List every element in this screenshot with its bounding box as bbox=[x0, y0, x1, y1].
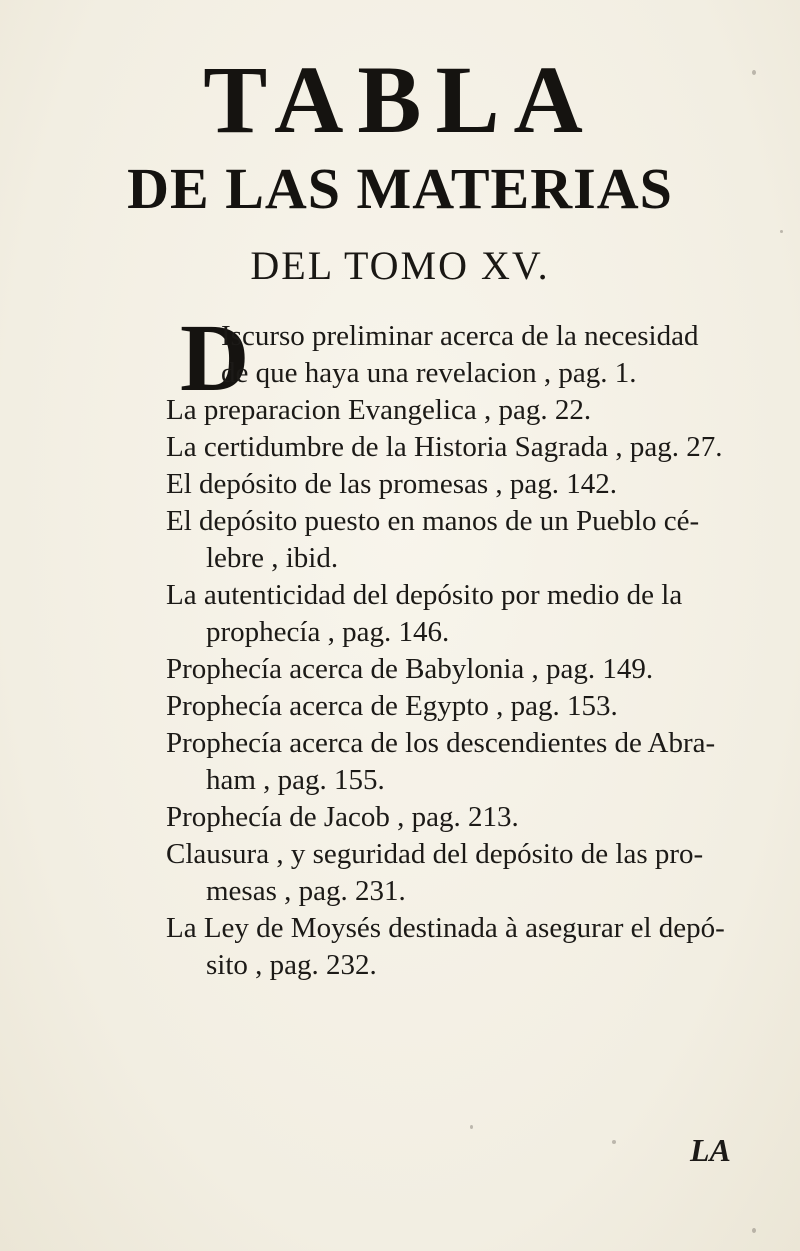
toc-entry-line: El depósito puesto en manos de un Pueblo cé- bbox=[166, 505, 700, 537]
toc-entry-line: Prophecía de Jacob , pag. 213. bbox=[166, 801, 519, 833]
toc-entry-line: Prophecía acerca de Babylonia , pag. 149. bbox=[166, 653, 654, 685]
page-title: TABLA bbox=[203, 46, 597, 153]
toc-entry-line: de que haya una revelacion , pag. 1. bbox=[221, 357, 637, 389]
page-subtitle: DE LAS MATERIAS bbox=[127, 156, 673, 221]
toc-entry bbox=[166, 799, 766, 836]
table-of-contents bbox=[166, 304, 766, 984]
toc-entry-line: La Ley de Moysés destinada à asegurar el depó- bbox=[166, 912, 725, 944]
toc-entry-line: prophecía , pag. 146. bbox=[206, 616, 450, 648]
toc-entry-line: La autenticidad del depósito por medio de la bbox=[166, 579, 683, 611]
paper-speck bbox=[470, 1125, 473, 1129]
volume-heading: DEL TOMO XV. bbox=[250, 243, 550, 288]
toc-entry-line: lebre , ibid. bbox=[206, 542, 339, 574]
toc-entry-line: La preparacion Evangelica , pag. 22. bbox=[166, 394, 592, 426]
toc-entry-line: ham , pag. 155. bbox=[206, 764, 385, 796]
toc-entry bbox=[166, 688, 766, 725]
toc-entry-line: Prophecía acerca de Egypto , pag. 153. bbox=[166, 690, 618, 722]
paper-speck bbox=[752, 70, 756, 75]
toc-entry bbox=[166, 836, 766, 910]
toc-entry bbox=[166, 577, 766, 651]
toc-entry bbox=[166, 651, 766, 688]
toc-entry bbox=[166, 392, 766, 429]
toc-entry bbox=[166, 318, 766, 392]
toc-entry bbox=[166, 910, 766, 984]
toc-entry-line: Iscurso preliminar acerca de la necesidad bbox=[221, 320, 699, 352]
paper-speck bbox=[612, 1140, 616, 1144]
toc-entry-line: El depósito de las promesas , pag. 142. bbox=[166, 468, 618, 500]
paper-speck bbox=[752, 1228, 756, 1233]
drop-capital: D bbox=[180, 304, 250, 411]
catchword: LA bbox=[690, 1132, 731, 1168]
toc-entry bbox=[166, 725, 766, 799]
toc-entry-line: La certidumbre de la Historia Sagrada , pag. 27. bbox=[166, 431, 723, 463]
paper-speck bbox=[780, 230, 783, 233]
toc-entry-line: Prophecía acerca de los descendientes de Abra- bbox=[166, 727, 716, 759]
toc-entry bbox=[166, 503, 766, 577]
toc-entry-line: Clausura , y seguridad del depósito de las pro- bbox=[166, 838, 704, 870]
toc-entry bbox=[166, 429, 766, 466]
toc-entry-line: mesas , pag. 231. bbox=[206, 875, 406, 907]
toc-entry bbox=[166, 466, 766, 503]
toc-entry-line: sito , pag. 232. bbox=[206, 949, 377, 981]
